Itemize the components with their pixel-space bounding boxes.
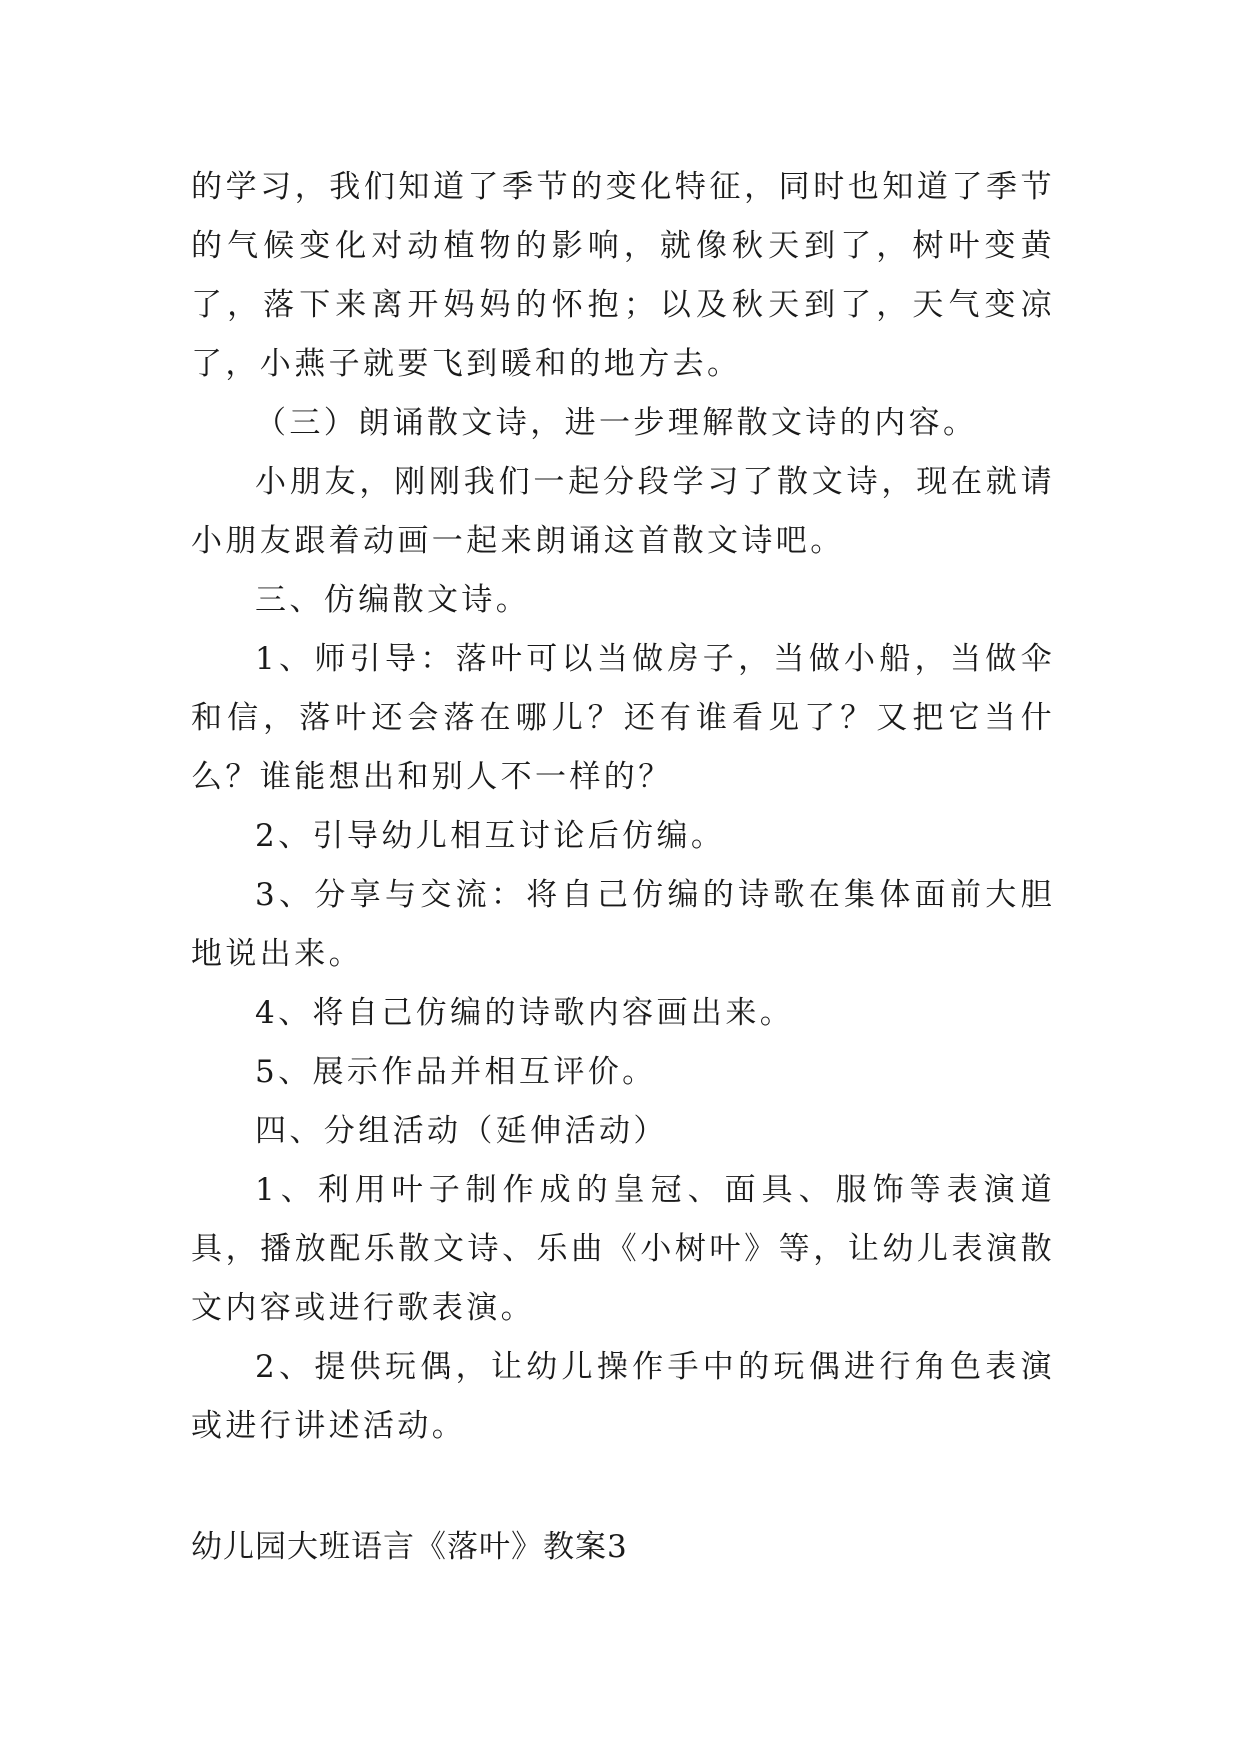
- paragraph-section-four: 四、分组活动（延伸活动）: [255, 1113, 668, 1149]
- paragraph-activity-1: 1、利用叶子制作成的皇冠、面具、服饰等表演道具，播放配乐散文诗、乐曲《小树叶》等，让幼儿表演散文内容或进行歌表演。: [191, 1172, 1055, 1326]
- paragraph-activity-2: 2、提供玩偶，让幼儿操作手中的玩偶进行角色表演或进行讲述活动。: [191, 1349, 1055, 1444]
- paragraph-section-three: 三、仿编散文诗。: [255, 582, 531, 618]
- paragraph-item-4: 4、将自己仿编的诗歌内容画出来。: [255, 995, 795, 1031]
- paragraph-continuation: 的学习，我们知道了季节的变化特征，同时也知道了季节的气候变化对动植物的影响，就像秋天到了，树叶变黄了，落下来离开妈妈的怀抱；以及秋天到了，天气变凉了，小燕子就要飞到暖和的地方去。: [191, 169, 1055, 382]
- document-body: [191, 158, 1055, 1577]
- section-title: 幼儿园大班语言《落叶》教案3: [191, 1529, 628, 1565]
- paragraph-item-2: 2、引导幼儿相互讨论后仿编。: [255, 818, 726, 854]
- paragraph-item-5: 5、展示作品并相互评价。: [255, 1054, 657, 1090]
- paragraph-recitation: 小朋友，刚刚我们一起分段学习了散文诗，现在就请小朋友跟着动画一起来朗诵这首散文诗吧。: [191, 464, 1055, 559]
- paragraph-item-1: 1、师引导：落叶可以当做房子，当做小船，当做伞和信，落叶还会落在哪儿？还有谁看见了？又把它当什么？谁能想出和别人不一样的？: [191, 641, 1055, 795]
- paragraph-item-3: 3、分享与交流：将自己仿编的诗歌在集体面前大胆地说出来。: [191, 877, 1055, 972]
- paragraph-step-three-heading: （三）朗诵散文诗，进一步理解散文诗的内容。: [255, 405, 978, 441]
